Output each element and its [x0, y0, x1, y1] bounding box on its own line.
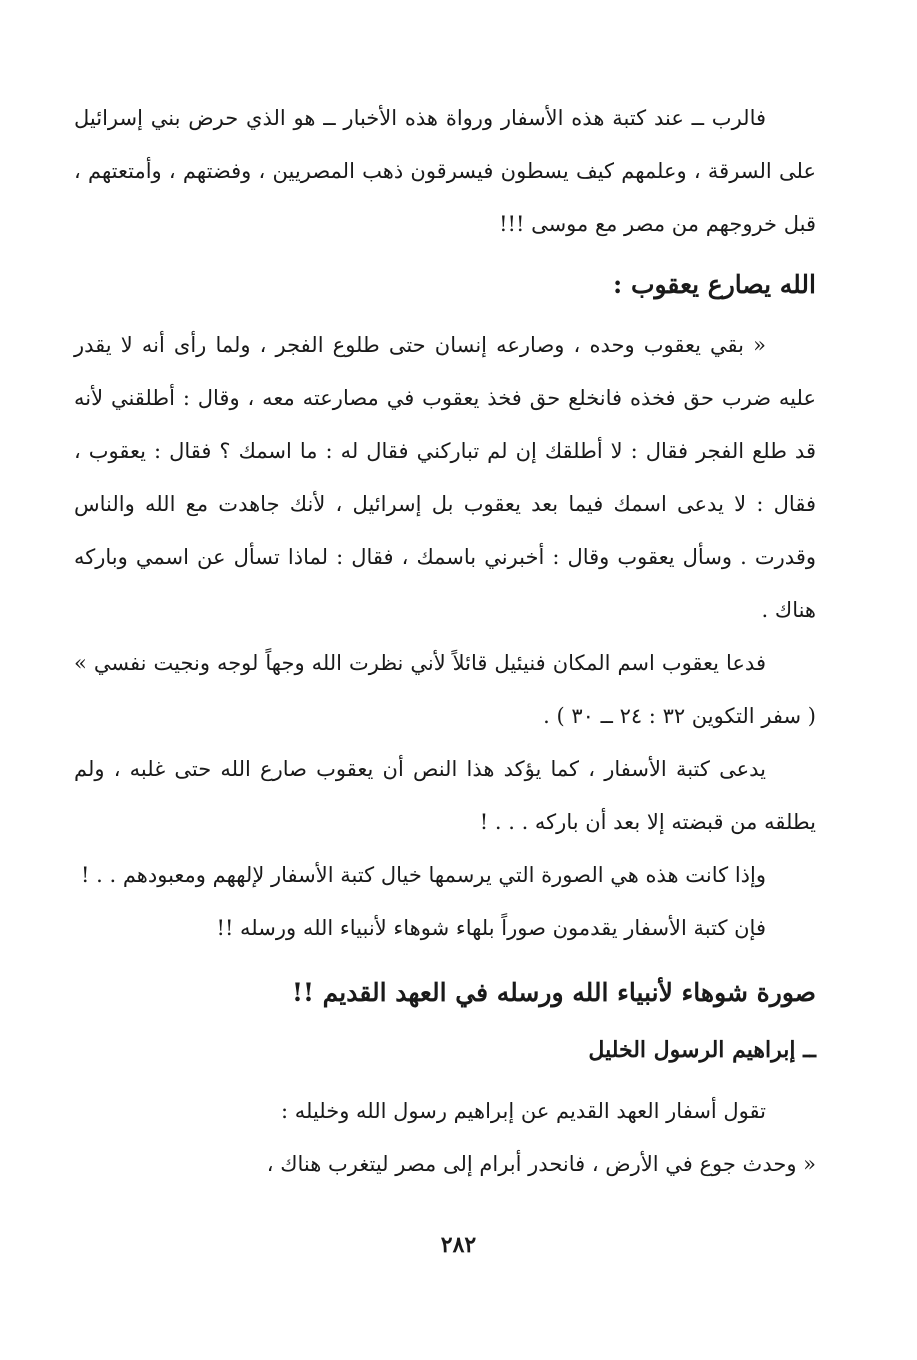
paragraph-old-testament-says: تقول أسفار العهد القديم عن إبراهيم رسول الله وخليله :	[281, 1099, 766, 1123]
paragraph-image-of-god: وإذا كانت هذه هي الصورة التي يرسمها خيال كتبة الأسفار لإلههم ومعبودهم . . !	[81, 863, 766, 887]
heading-ugly-image-of-prophets: صورة شوهاء لأنبياء الله ورسله في العهد القديم !!	[292, 978, 816, 1007]
paragraph-jacob-claim: يدعى كتبة الأسفار ، كما يؤكد هذا النص أن يعقوب صارع الله حتى غلبه ، ولم يطلقه من قبضته إلا بعد أن باركه . . . !	[74, 757, 816, 834]
paragraph-genesis-quote: « بقي يعقوب وحده ، وصارعه إنسان حتى طلوع الفجر ، ولما رأى أنه لا يقدر عليه ضرب حق فخذه فانخلع حق فخذ يعقوب في مصارعته معه ، وقال : أطلقني لأنه قد طلع الفجر فقال : لا أطلقك إن لم تباركني فقال له : ما اسمك ؟ فقال : يعقوب ، فقال : لا يدعى اسمك فيما بعد يعقوب بل إسرائيل ، لأنك جاهدت مع الله والناس وقدرت . وسأل يعقوب وقال : أخبرني باسمك ، فقال : لماذا تسأل عن اسمي وباركه هناك .	[74, 333, 816, 622]
paragraph-peniel: فدعا يعقوب اسم المكان فنيئيل قائلاً لأني نظرت الله وجهاً لوجه ونجيت نفسي » ( سفر التكوين ٣٢ : ٢٤ ــ ٣٠ ) .	[74, 651, 816, 728]
paragraph-famine-quote: « وحدث جوع في الأرض ، فانحدر أبرام إلى مصر ليتغرب هناك ،	[266, 1152, 816, 1176]
heading-abraham: ــ إبراهيم الرسول الخليل	[588, 1037, 816, 1063]
page-body	[74, 92, 816, 1191]
heading-god-wrestles-jacob: الله يصارع يعقوب :	[613, 270, 816, 299]
page-number: ٢٨٢	[440, 1232, 477, 1258]
paragraph-prophets-images: فإن كتبة الأسفار يقدمون صوراً بلهاء شوهاء لأنبياء الله ورسله !!	[216, 916, 766, 940]
paragraph-lord-incited-theft: فالرب ــ عند كتبة هذه الأسفار ورواة هذه الأخبار ــ هو الذي حرض بني إسرائيل على السرقة ، وعلمهم كيف يسطون فيسرقون ذهب المصريين ، وفضتهم ، وأمتعتهم ، قبل خروجهم من مصر مع موسى !!!	[74, 106, 816, 236]
